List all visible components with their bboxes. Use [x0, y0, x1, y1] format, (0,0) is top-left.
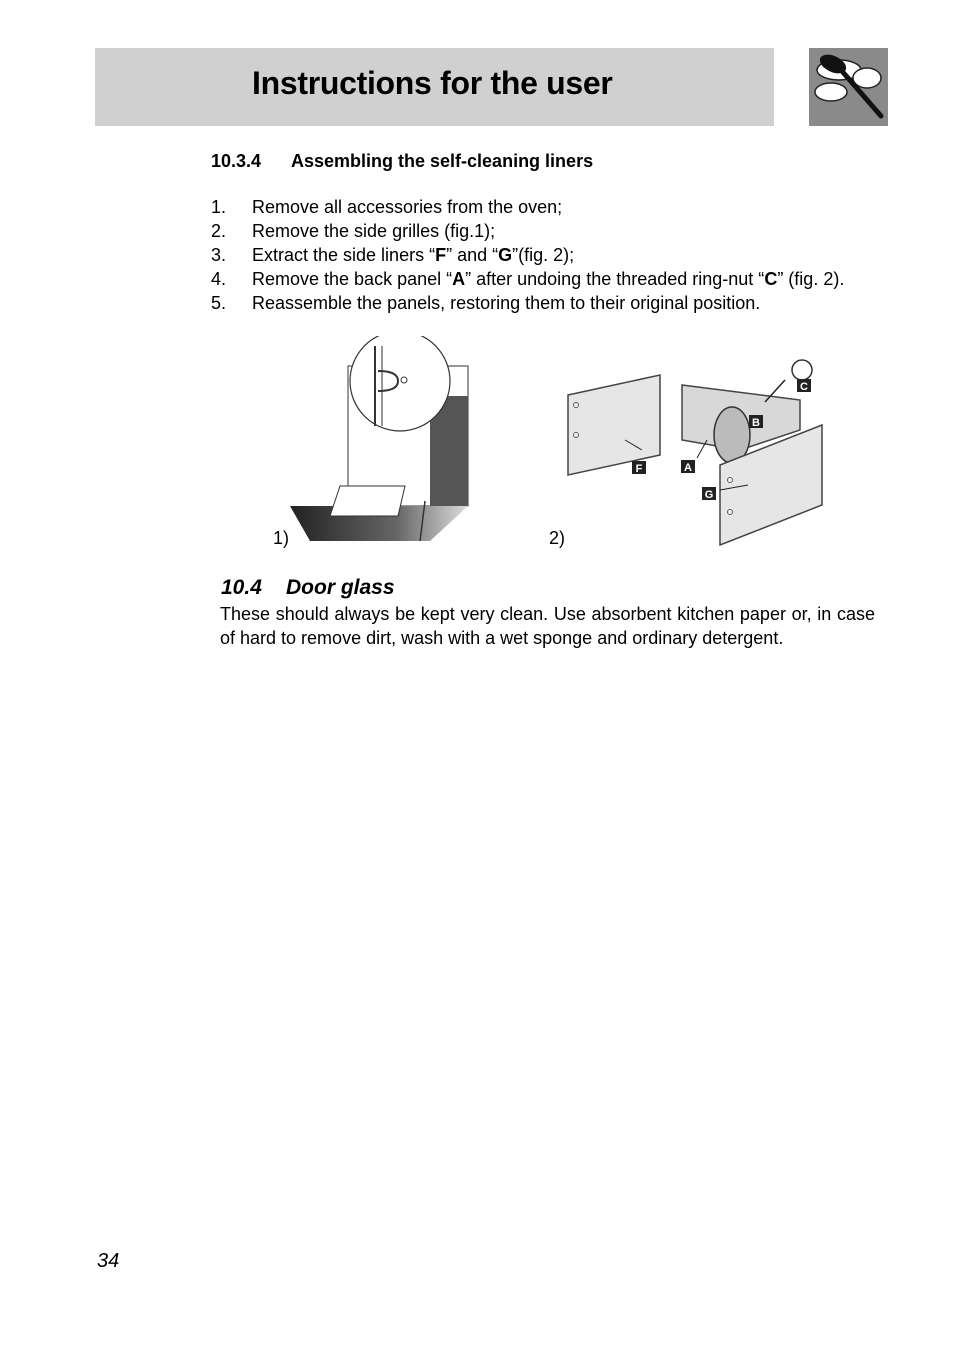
callout-letter: G	[498, 245, 513, 265]
step-text: Extract the side liners “F” and “G”(fig. 2);	[252, 245, 575, 265]
step-number: 2.	[211, 221, 227, 241]
step-number: 1.	[211, 197, 227, 217]
steps-list	[211, 195, 889, 315]
chef-spoon-logo-icon	[809, 48, 888, 126]
step-number: 5.	[211, 293, 227, 313]
step-number: 3.	[211, 245, 227, 265]
page-number: 34	[97, 1250, 120, 1272]
figure-2-liners-illustration	[560, 340, 840, 550]
section-number: 10.3.4	[211, 151, 262, 171]
callout-c: C	[800, 381, 808, 393]
step-text: Remove the side grilles (fig.1);	[252, 221, 496, 241]
callout-letter: A	[452, 269, 466, 289]
header-bar	[95, 48, 774, 126]
list-item	[211, 291, 889, 315]
door-glass-heading	[221, 576, 395, 600]
callout-a: A	[684, 462, 692, 474]
list-item	[211, 267, 889, 291]
door-glass-title: Door glass	[286, 576, 395, 599]
page-title: Instructions for the user	[252, 65, 613, 101]
door-glass-number: 10.4	[221, 576, 262, 599]
callout-f: F	[635, 463, 643, 475]
list-item	[211, 219, 889, 243]
step-text: Remove the back panel “A” after undoing the threaded ring-nut “C” (fig. 2).	[252, 269, 845, 289]
figure-1-oven-illustration	[280, 336, 480, 550]
step-number: 4.	[211, 269, 227, 289]
list-item	[211, 195, 889, 219]
figure-2-label: 2)	[549, 528, 566, 548]
callout-g: G	[704, 489, 714, 501]
step-text: Reassemble the panels, restoring them to their original position.	[252, 293, 761, 313]
callout-b: B	[752, 417, 760, 429]
door-glass-paragraph: These should always be kept very clean. Use absorbent kitchen paper or, in case of hard to remove dirt, wash with a wet sponge and ordinary detergent.	[220, 604, 875, 648]
section-title: Assembling the self-cleaning liners	[291, 151, 594, 171]
section-heading	[211, 151, 593, 172]
step-text: Remove all accessories from the oven;	[252, 197, 563, 217]
figure-1-label: 1)	[273, 528, 290, 548]
list-item	[211, 243, 889, 267]
callout-letter: F	[435, 245, 447, 265]
callout-letter: C	[764, 269, 778, 289]
